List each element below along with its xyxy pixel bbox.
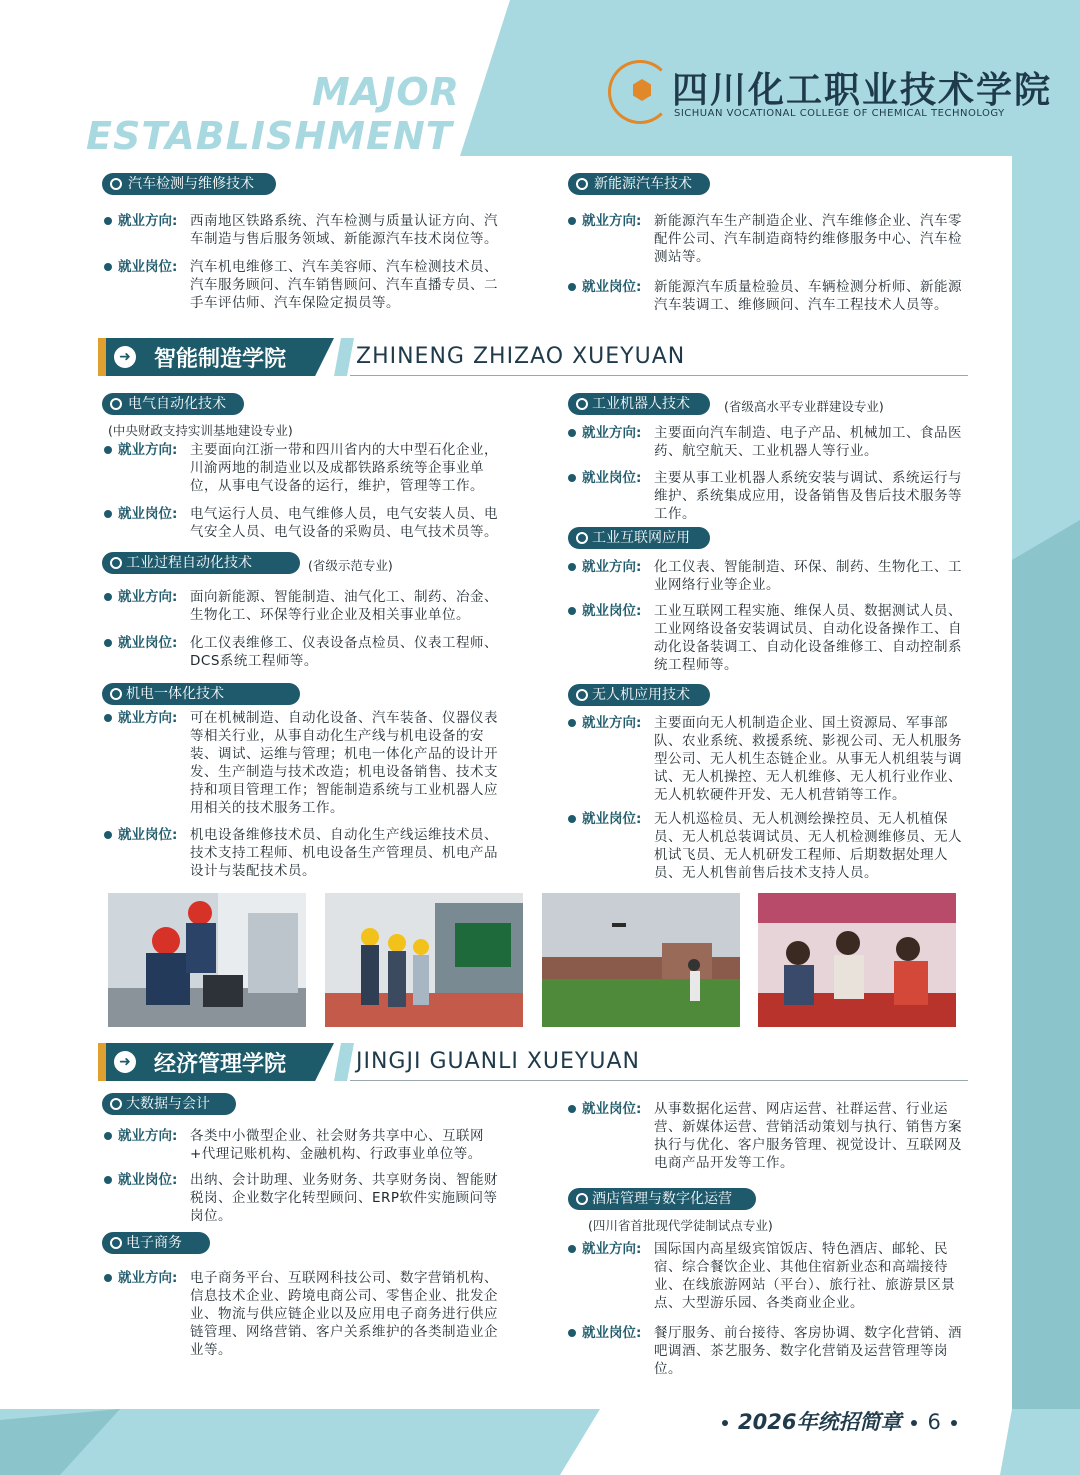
major-title-new-energy: 新能源汽车技术 (568, 173, 710, 195)
bullet-icon (568, 1105, 576, 1113)
college-name-cn: 四川化工职业技术学院 (672, 70, 1053, 111)
bullet-icon (568, 283, 576, 291)
major-note: (省级高水平专业群建设专业) (724, 399, 884, 414)
bullet-icon (568, 563, 576, 571)
major-title-drone: 无人机应用技术 (568, 684, 710, 706)
bullet-icon (104, 1176, 112, 1184)
college-name-en: SICHUAN VOCATIONAL COLLEGE OF CHEMICAL TECHNOLOGY (674, 108, 1005, 119)
ring-icon (110, 178, 122, 190)
major-note: (中央财政支持实训基地建设专业) (108, 423, 293, 438)
major-title-hotel-management: 酒店管理与数字化运营 (568, 1188, 756, 1210)
bullet-icon (104, 714, 112, 722)
major-title-mechatronics: 机电一体化技术 (102, 683, 300, 705)
ring-icon (576, 689, 588, 701)
ring-icon (576, 398, 588, 410)
bullet-icon (104, 593, 112, 601)
bullet-icon (568, 474, 576, 482)
major-title-industrial-robot: 工业机器人技术 (568, 393, 710, 415)
bullet-icon (104, 217, 112, 225)
bullet-icon (568, 429, 576, 437)
section-header-intelligent-manufacturing: ➜ 智能制造学院 ZHINENG ZHIZAO XUEYUAN (98, 338, 968, 376)
photo-training-workshop (108, 893, 306, 1027)
bullet-icon (104, 263, 112, 271)
major-title-industrial-internet: 工业互联网应用 (568, 527, 710, 549)
dot-icon (911, 1420, 917, 1426)
photo-lab-visit (325, 893, 523, 1027)
bullet-icon (568, 719, 576, 727)
bullet-icon (104, 446, 112, 454)
major-title-auto-repair: 汽车检测与维修技术 (102, 173, 276, 195)
arrow-icon: ➜ (114, 1051, 136, 1073)
ring-icon (110, 398, 122, 410)
ring-icon (576, 532, 588, 544)
bullet-icon (568, 1245, 576, 1253)
ring-icon (110, 688, 122, 700)
photo-drone-flight (542, 893, 740, 1027)
major-note: (省级示范专业) (308, 558, 393, 573)
bullet-icon (568, 815, 576, 823)
footer-page-info (712, 1406, 967, 1436)
bullet-icon (568, 607, 576, 615)
ring-icon (110, 1237, 122, 1249)
bullet-icon (568, 217, 576, 225)
major-title-e-commerce: 电子商务 (102, 1232, 210, 1254)
college-logo-icon (608, 60, 672, 124)
bullet-icon (568, 1329, 576, 1337)
bullet-icon (104, 1274, 112, 1282)
dot-icon (951, 1420, 957, 1426)
page-number: 6 (927, 1410, 941, 1434)
ring-icon (110, 1098, 122, 1110)
bullet-icon (104, 1132, 112, 1140)
bullet-icon (104, 510, 112, 518)
major-title-process-automation: 工业过程自动化技术 (102, 552, 300, 574)
header-major: MAJOR (312, 70, 460, 114)
bullet-icon (104, 831, 112, 839)
dot-icon (722, 1420, 728, 1426)
major-title-big-data-accounting: 大数据与会计 (102, 1093, 236, 1115)
arrow-icon: ➜ (114, 346, 136, 368)
brochure-title: 2026年统招简章 (738, 1410, 902, 1434)
ring-icon (576, 178, 588, 190)
photo-students-workshop (758, 893, 956, 1027)
ring-icon (110, 557, 122, 569)
ring-icon (576, 1193, 588, 1205)
major-note: (四川省首批现代学徒制试点专业) (588, 1218, 773, 1233)
header-establishment: ESTABLISHMENT (86, 114, 453, 158)
bullet-icon (104, 639, 112, 647)
section-header-economic-management: ➜ 经济管理学院 JINGJI GUANLI XUEYUAN (98, 1043, 968, 1081)
major-title-electrical: 电气自动化技术 (102, 393, 244, 415)
